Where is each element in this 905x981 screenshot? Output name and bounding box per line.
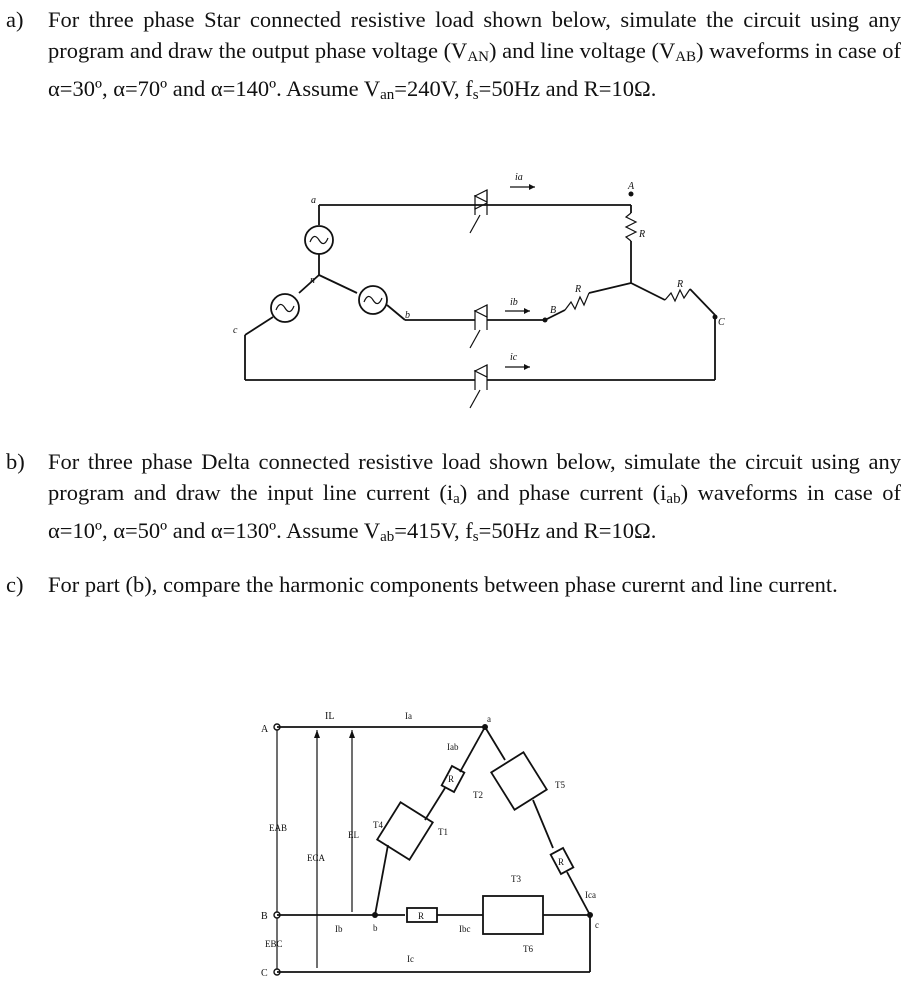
svg-text:IL: IL — [325, 711, 335, 722]
svg-text:Ibc: Ibc — [459, 924, 471, 934]
svg-text:R: R — [575, 284, 582, 295]
star-circuit-diagram — [225, 165, 745, 415]
question-c-text: For part (b), compare the harmonic components between phase curernt and line current. — [48, 572, 838, 597]
question-b-label: b) — [6, 449, 25, 474]
svg-text:ic: ic — [510, 352, 518, 363]
thyristor-pair-c — [470, 365, 715, 408]
thyristor-pair-bc — [483, 896, 543, 934]
svg-text:Iab: Iab — [447, 742, 459, 752]
svg-text:c: c — [595, 920, 599, 930]
svg-text:T4: T4 — [373, 820, 383, 830]
svg-text:T6: T6 — [523, 944, 533, 954]
svg-text:Ia: Ia — [405, 711, 412, 721]
svg-text:C: C — [718, 317, 725, 328]
svg-text:Ica: Ica — [585, 890, 596, 900]
svg-text:EAB: EAB — [269, 823, 287, 833]
svg-text:T1: T1 — [438, 827, 448, 837]
svg-text:T5: T5 — [555, 780, 565, 790]
question-b — [6, 446, 901, 553]
svg-text:a: a — [487, 714, 491, 724]
svg-text:ia: ia — [515, 172, 523, 183]
svg-text:b: b — [373, 923, 378, 933]
svg-text:b: b — [405, 310, 410, 321]
svg-text:R: R — [448, 774, 455, 784]
svg-text:R: R — [558, 857, 565, 867]
question-a — [6, 4, 901, 111]
question-c-label: c) — [6, 572, 24, 597]
resistor-B — [565, 293, 589, 310]
svg-text:B: B — [261, 911, 268, 922]
svg-text:B: B — [550, 305, 557, 316]
svg-text:T3: T3 — [511, 874, 521, 884]
svg-text:C: C — [261, 968, 268, 979]
svg-text:EL: EL — [348, 830, 359, 840]
svg-text:EBC: EBC — [265, 939, 283, 949]
thyristor-pair-a — [470, 190, 631, 233]
question-a-label: a) — [6, 7, 24, 32]
question-b-text: For three phase Delta connected resistive load shown below, simulate the circuit using any program and draw the input line current $(i_a)$ and phase current $(i_{ab})$ waveforms in case of α=10º, α=50º and α=130º. Assume $V_{ab}=415V$, $f_s=50Hz$ and R=10Ω. — [48, 449, 901, 545]
svg-text:Ic: Ic — [407, 954, 414, 964]
thyristor-pair-ca — [491, 752, 547, 809]
thyristor-pair-ab — [377, 802, 433, 859]
svg-text:a: a — [311, 195, 316, 206]
svg-text:R: R — [418, 911, 425, 921]
svg-text:A: A — [628, 181, 635, 192]
svg-text:A: A — [261, 724, 269, 735]
svg-text:ECA: ECA — [307, 853, 325, 863]
question-a-text: For three phase Star connected resistive load shown below, simulate the circuit using any program and draw the output phase voltage $(V_{AN})$ and line voltage $(V_{AB})$ waveforms in case of α=30º, α=70º and α=140º. Assume $V_{an}=240V$, $f_s=50Hz$ and R=10Ω. — [48, 7, 901, 103]
delta-circuit-diagram — [255, 700, 615, 980]
svg-text:R: R — [639, 229, 646, 240]
svg-text:Ib: Ib — [335, 924, 343, 934]
svg-text:n: n — [310, 275, 315, 286]
question-c — [6, 569, 901, 600]
resistor-C — [665, 289, 690, 301]
svg-text:R: R — [677, 279, 684, 290]
svg-text:c: c — [233, 325, 238, 336]
svg-text:ib: ib — [510, 297, 518, 308]
svg-text:T2: T2 — [473, 790, 483, 800]
resistor-A — [626, 213, 636, 241]
